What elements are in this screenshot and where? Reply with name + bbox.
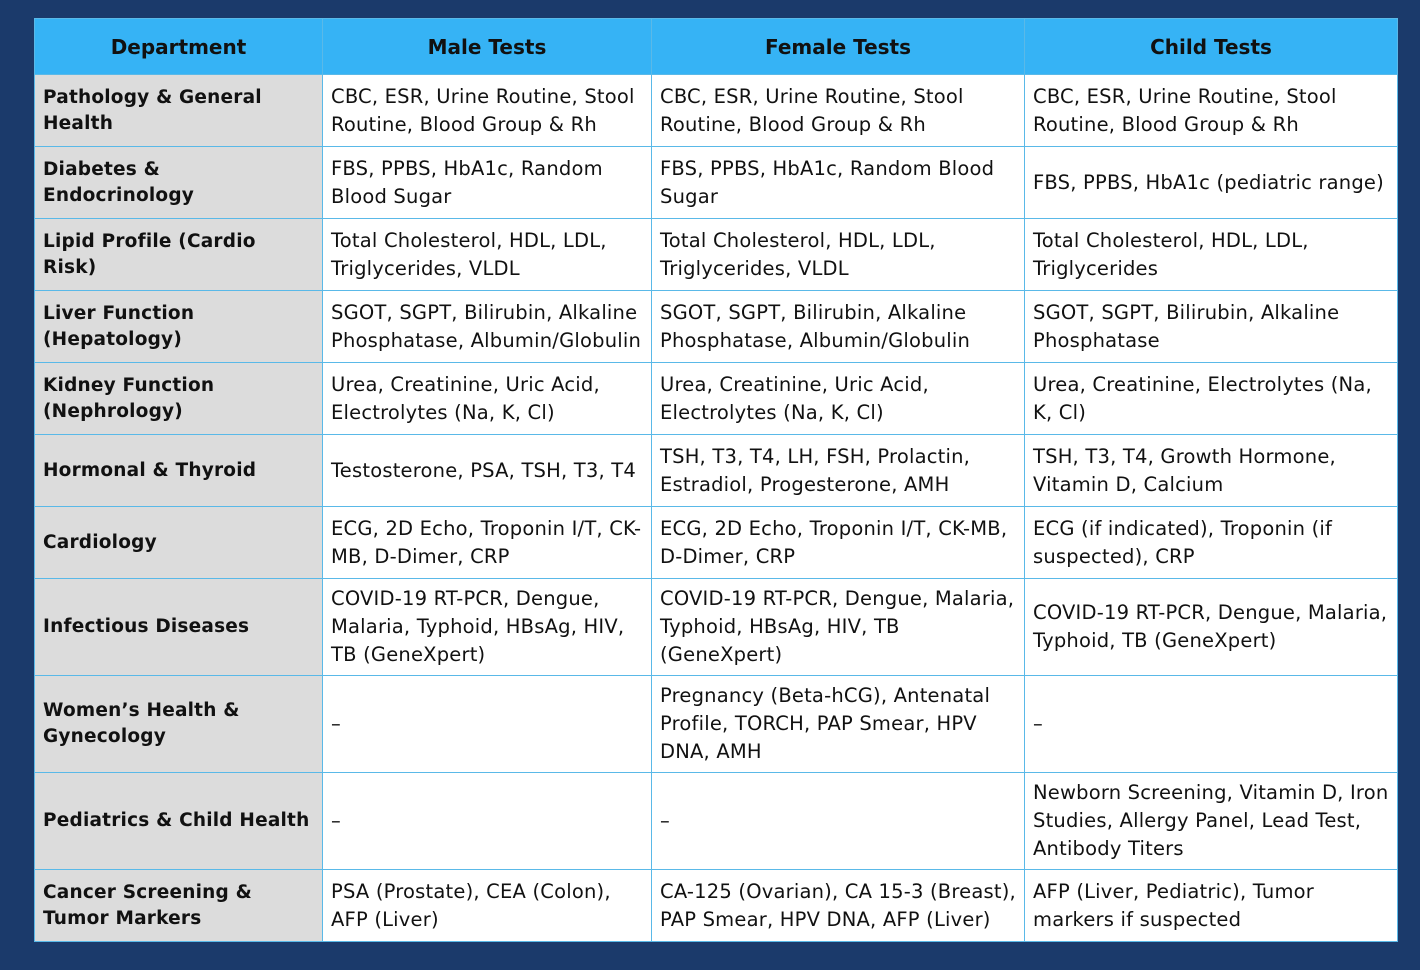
department-cell: Kidney Function (Nephrology): [35, 363, 323, 435]
child-tests-cell: –: [1025, 676, 1398, 773]
table-row: [35, 507, 1398, 579]
department-cell: Diabetes & Endocrinology: [35, 147, 323, 219]
department-cell: Cancer Screening & Tumor Markers: [35, 870, 323, 942]
department-cell: Cardiology: [35, 507, 323, 579]
child-tests-cell: Total Cholesterol, HDL, LDL, Triglycerides: [1025, 219, 1398, 291]
child-tests-cell: COVID-19 RT-PCR, Dengue, Malaria, Typhoid, TB (GeneXpert): [1025, 579, 1398, 676]
child-tests-cell: Newborn Screening, Vitamin D, Iron Studies, Allergy Panel, Lead Test, Antibody Titers: [1025, 773, 1398, 870]
female-tests-cell: Pregnancy (Beta-hCG), Antenatal Profile, TORCH, PAP Smear, HPV DNA, AMH: [652, 676, 1025, 773]
female-tests-cell: TSH, T3, T4, LH, FSH, Prolactin, Estradiol, Progesterone, AMH: [652, 435, 1025, 507]
table-row: [35, 75, 1398, 147]
male-tests-cell: Testosterone, PSA, TSH, T3, T4: [323, 435, 652, 507]
female-tests-cell: CA-125 (Ovarian), CA 15-3 (Breast), PAP Smear, HPV DNA, AFP (Liver): [652, 870, 1025, 942]
female-tests-cell: Urea, Creatinine, Uric Acid, Electrolytes (Na, K, Cl): [652, 363, 1025, 435]
female-tests-cell: –: [652, 773, 1025, 870]
male-tests-cell: COVID-19 RT-PCR, Dengue, Malaria, Typhoid, HBsAg, HIV, TB (GeneXpert): [323, 579, 652, 676]
header-male-tests: Male Tests: [323, 19, 652, 75]
female-tests-cell: SGOT, SGPT, Bilirubin, Alkaline Phosphatase, Albumin/Globulin: [652, 291, 1025, 363]
male-tests-cell: –: [323, 676, 652, 773]
male-tests-cell: Urea, Creatinine, Uric Acid, Electrolytes (Na, K, Cl): [323, 363, 652, 435]
female-tests-cell: CBC, ESR, Urine Routine, Stool Routine, Blood Group & Rh: [652, 75, 1025, 147]
child-tests-cell: AFP (Liver, Pediatric), Tumor markers if suspected: [1025, 870, 1398, 942]
department-cell: Women’s Health & Gynecology: [35, 676, 323, 773]
header-row: [35, 19, 1398, 75]
male-tests-cell: FBS, PPBS, HbA1c, Random Blood Sugar: [323, 147, 652, 219]
male-tests-cell: ECG, 2D Echo, Troponin I/T, CK-MB, D-Dimer, CRP: [323, 507, 652, 579]
test-table-container: [34, 18, 1397, 941]
female-tests-cell: Total Cholesterol, HDL, LDL, Triglycerides, VLDL: [652, 219, 1025, 291]
child-tests-cell: FBS, PPBS, HbA1c (pediatric range): [1025, 147, 1398, 219]
table-row: [35, 219, 1398, 291]
female-tests-cell: ECG, 2D Echo, Troponin I/T, CK-MB, D-Dimer, CRP: [652, 507, 1025, 579]
table-row: [35, 363, 1398, 435]
male-tests-cell: SGOT, SGPT, Bilirubin, Alkaline Phosphatase, Albumin/Globulin: [323, 291, 652, 363]
female-tests-cell: COVID-19 RT-PCR, Dengue, Malaria, Typhoid, HBsAg, HIV, TB (GeneXpert): [652, 579, 1025, 676]
table-row: [35, 676, 1398, 773]
department-cell: Infectious Diseases: [35, 579, 323, 676]
table-row: [35, 291, 1398, 363]
child-tests-cell: Urea, Creatinine, Electrolytes (Na, K, Cl): [1025, 363, 1398, 435]
header-child-tests: Child Tests: [1025, 19, 1398, 75]
male-tests-cell: –: [323, 773, 652, 870]
header-female-tests: Female Tests: [652, 19, 1025, 75]
male-tests-cell: CBC, ESR, Urine Routine, Stool Routine, Blood Group & Rh: [323, 75, 652, 147]
table-row: [35, 579, 1398, 676]
department-cell: Pediatrics & Child Health: [35, 773, 323, 870]
department-cell: Liver Function (Hepatology): [35, 291, 323, 363]
department-cell: Lipid Profile (Cardio Risk): [35, 219, 323, 291]
male-tests-cell: Total Cholesterol, HDL, LDL, Triglycerides, VLDL: [323, 219, 652, 291]
table-row: [35, 147, 1398, 219]
header-department: Department: [35, 19, 323, 75]
child-tests-cell: SGOT, SGPT, Bilirubin, Alkaline Phosphatase: [1025, 291, 1398, 363]
table-row: [35, 435, 1398, 507]
female-tests-cell: FBS, PPBS, HbA1c, Random Blood Sugar: [652, 147, 1025, 219]
child-tests-cell: CBC, ESR, Urine Routine, Stool Routine, Blood Group & Rh: [1025, 75, 1398, 147]
department-cell: Hormonal & Thyroid: [35, 435, 323, 507]
department-tests-table: [34, 18, 1398, 942]
child-tests-cell: TSH, T3, T4, Growth Hormone, Vitamin D, Calcium: [1025, 435, 1398, 507]
child-tests-cell: ECG (if indicated), Troponin (if suspected), CRP: [1025, 507, 1398, 579]
table-row: [35, 870, 1398, 942]
department-cell: Pathology & General Health: [35, 75, 323, 147]
male-tests-cell: PSA (Prostate), CEA (Colon), AFP (Liver): [323, 870, 652, 942]
table-row: [35, 773, 1398, 870]
